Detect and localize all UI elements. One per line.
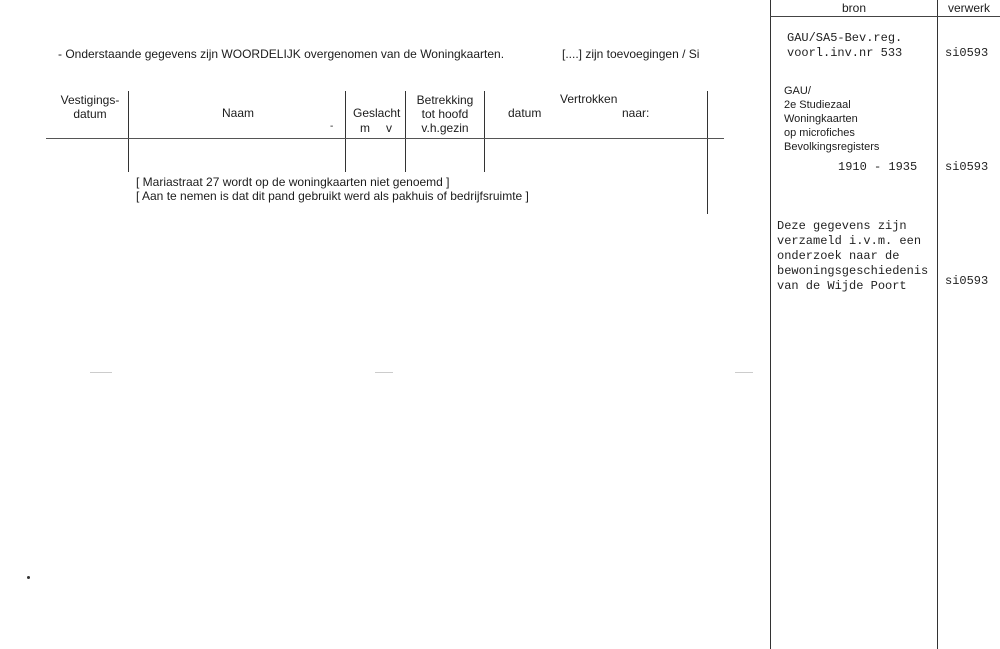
rule-after-geslacht	[405, 91, 406, 172]
source-entry-2-line5: Bevolkingsregisters	[784, 141, 880, 153]
source-entry-1-code: si0593	[945, 46, 989, 60]
source-entry-3-line1: Deze gegevens zijn	[777, 219, 907, 233]
rule-after-vestigingsdatum	[128, 91, 129, 172]
source-entry-3-line2: verzameld i.v.m. een	[777, 234, 922, 248]
header-geslacht-v: v	[386, 121, 392, 135]
source-entry-1	[787, 31, 902, 61]
header-betrekking-line3: v.h.gezin	[421, 121, 469, 135]
header-divider	[46, 138, 724, 139]
source-entry-3	[777, 219, 928, 294]
rule-after-betrekking	[484, 91, 485, 172]
source-entry-2	[784, 84, 879, 154]
intro-note: - Onderstaande gegevens zijn WOORDELIJK overgenomen van de Woningkaarten.	[58, 47, 505, 61]
source-entry-3-code: si0593	[945, 274, 989, 288]
table-note-1: [ Mariastraat 27 wordt op de woningkaarten niet genoemd ]	[136, 175, 450, 189]
header-vestigingsdatum	[55, 93, 125, 121]
header-vertrokken: Vertrokken	[560, 92, 618, 106]
source-entry-2-line3: Woningkaarten	[784, 113, 858, 125]
source-entry-3-line3: onderzoek naar de	[777, 249, 900, 263]
header-geslacht-m: m	[360, 121, 370, 135]
source-entry-3-line4: bewoningsgeschiedenis	[777, 264, 929, 278]
faint-mark-3	[735, 372, 753, 373]
header-vestigingsdatum-line1: Vestigings-	[60, 93, 120, 107]
source-entry-2-code: si0593	[945, 160, 989, 174]
header-betrekking	[408, 93, 482, 135]
header-bron: bron	[841, 1, 867, 15]
source-entry-2-line2: 2e Studiezaal	[784, 99, 851, 111]
header-verwerkt: verwerk	[948, 1, 991, 15]
header-datum: datum	[508, 106, 542, 120]
header-naam: Naam	[222, 106, 255, 120]
rule-after-naam	[345, 91, 346, 172]
header-vestigingsdatum-line2: datum	[73, 107, 107, 121]
sidebar-header-divider	[770, 16, 1000, 17]
stray-dot	[27, 576, 30, 579]
header-geslacht: Geslacht	[353, 106, 401, 120]
source-entry-1-line2: voorl.inv.nr 533	[787, 46, 903, 60]
source-entry-2-line1: GAU/	[784, 85, 811, 97]
header-dash-mark: -	[330, 121, 334, 132]
table-note-2: [ Aan te nemen is dat dit pand gebruikt werd als pakhuis of bedrijfsruimte ]	[136, 189, 529, 203]
sidebar-mid-rule	[937, 0, 938, 649]
rule-table-right	[707, 91, 708, 214]
header-naar: naar:	[622, 106, 650, 120]
sidebar-left-rule	[770, 0, 771, 649]
source-entry-1-line1: GAU/SA5-Bev.reg.	[787, 31, 903, 45]
header-betrekking-line1: Betrekking	[416, 93, 474, 107]
faint-mark-2	[375, 372, 393, 373]
source-entry-3-line5: van de Wijde Poort	[777, 279, 907, 293]
source-entry-2-years: 1910 - 1935	[838, 160, 918, 174]
header-betrekking-line2: tot hoofd	[421, 107, 469, 121]
faint-mark-1	[90, 372, 112, 373]
source-entry-2-line4: op microfiches	[784, 127, 855, 139]
additions-note: [....] zijn toevoegingen / Si	[562, 47, 700, 61]
